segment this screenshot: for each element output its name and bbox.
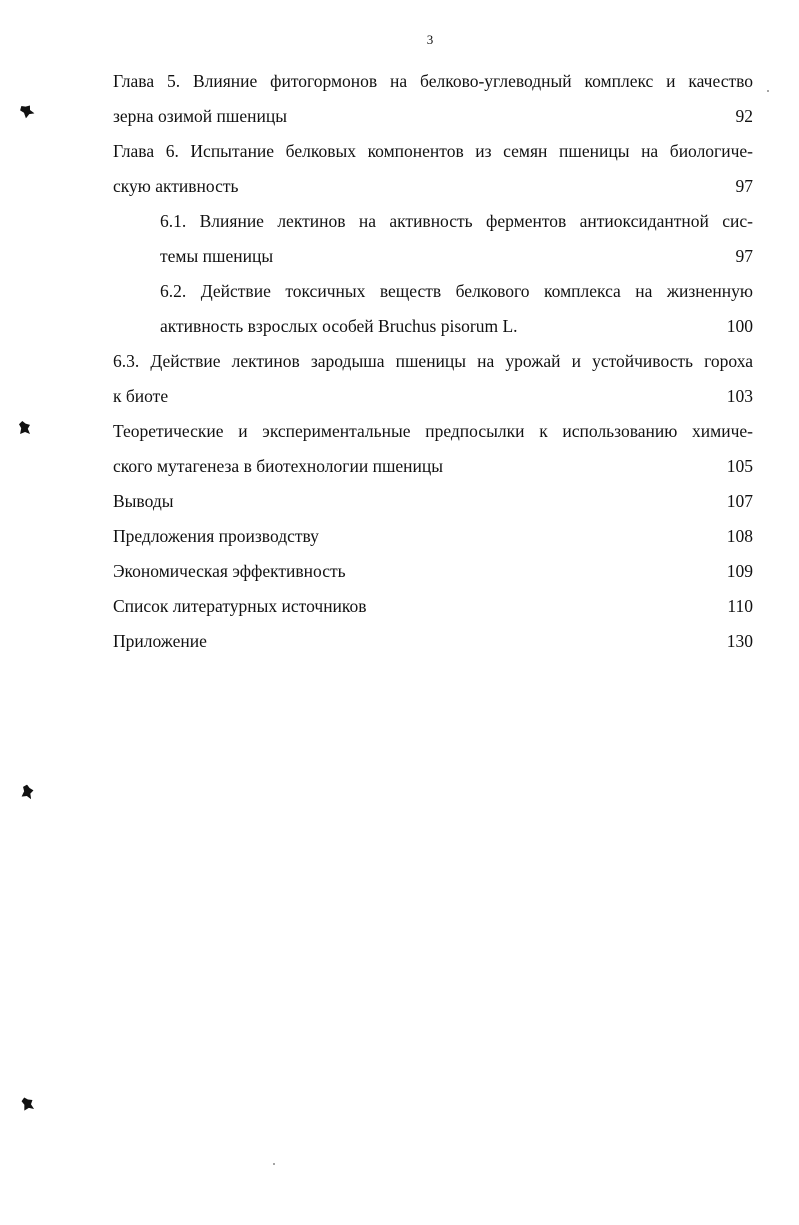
toc-entry bbox=[113, 484, 753, 519]
page-number: 3 bbox=[426, 32, 434, 47]
toc-entry-text: Список литературных источников bbox=[113, 596, 367, 616]
toc-entry bbox=[113, 64, 753, 134]
toc-entry-text: 6.3. Действие лектинов зародыша пшеницы на урожай и устойчивость гороха bbox=[113, 351, 753, 371]
table-of-contents bbox=[113, 64, 753, 659]
toc-entry bbox=[113, 624, 753, 659]
toc-entry-text: активность взрослых особей Bruchus pisorum L. bbox=[160, 316, 518, 336]
scan-mark bbox=[18, 102, 34, 119]
scan-mark bbox=[19, 421, 30, 434]
toc-entry bbox=[113, 134, 753, 204]
toc-entry-text: Теоретические и экспериментальные предпосылки к использованию химиче- bbox=[113, 421, 753, 441]
toc-page-number: 107 bbox=[726, 491, 753, 511]
toc-page-number: 108 bbox=[726, 526, 753, 546]
toc-page-number: 100 bbox=[726, 316, 753, 336]
toc-entry bbox=[113, 554, 753, 589]
toc-entry-text: 6.1. Влияние лектинов на активность ферментов антиоксидантной сис- bbox=[160, 211, 753, 231]
toc-page-number: 92 bbox=[735, 106, 753, 126]
toc-page-number: 103 bbox=[726, 386, 753, 406]
toc-entry-text: ского мутагенеза в биотехнологии пшеницы bbox=[113, 456, 444, 476]
toc-entry bbox=[113, 344, 753, 414]
toc-page-number: 130 bbox=[726, 631, 753, 651]
toc-page-number: 105 bbox=[726, 456, 753, 476]
scan-mark bbox=[21, 784, 35, 799]
toc-entry-text: Экономическая эффективность bbox=[113, 561, 346, 581]
toc-page-number: 97 bbox=[735, 246, 753, 266]
toc-page-number: 97 bbox=[735, 176, 753, 196]
toc-entry bbox=[113, 274, 753, 344]
scan-speck bbox=[767, 90, 769, 92]
toc-entry-text: Глава 6. Испытание белковых компонентов из семян пшеницы на биологиче- bbox=[113, 141, 753, 161]
toc-entry-text: Предложения производству bbox=[113, 526, 319, 546]
toc-entry bbox=[113, 519, 753, 554]
toc-entry-text: темы пшеницы bbox=[160, 246, 274, 266]
toc-entry-text: скую активность bbox=[113, 176, 239, 196]
toc-entry-text: Приложение bbox=[113, 631, 207, 651]
toc-entry-text: к биоте bbox=[113, 386, 169, 406]
toc-entry-text: зерна озимой пшеницы bbox=[113, 106, 287, 126]
toc-page-number: 110 bbox=[727, 596, 753, 616]
toc-entry-text: Глава 5. Влияние фитогормонов на белково-углеводный комплекс и качество bbox=[113, 71, 753, 91]
toc-entry-text: Выводы bbox=[113, 491, 174, 511]
toc-page-number: 109 bbox=[726, 561, 753, 581]
scan-speck bbox=[273, 1163, 275, 1165]
toc-entry bbox=[113, 204, 753, 274]
toc-entry-text: 6.2. Действие токсичных веществ белкового комплекса на жизненную bbox=[160, 281, 753, 301]
scan-mark bbox=[21, 1096, 34, 1111]
toc-entry bbox=[113, 414, 753, 484]
toc-entry bbox=[113, 589, 753, 624]
